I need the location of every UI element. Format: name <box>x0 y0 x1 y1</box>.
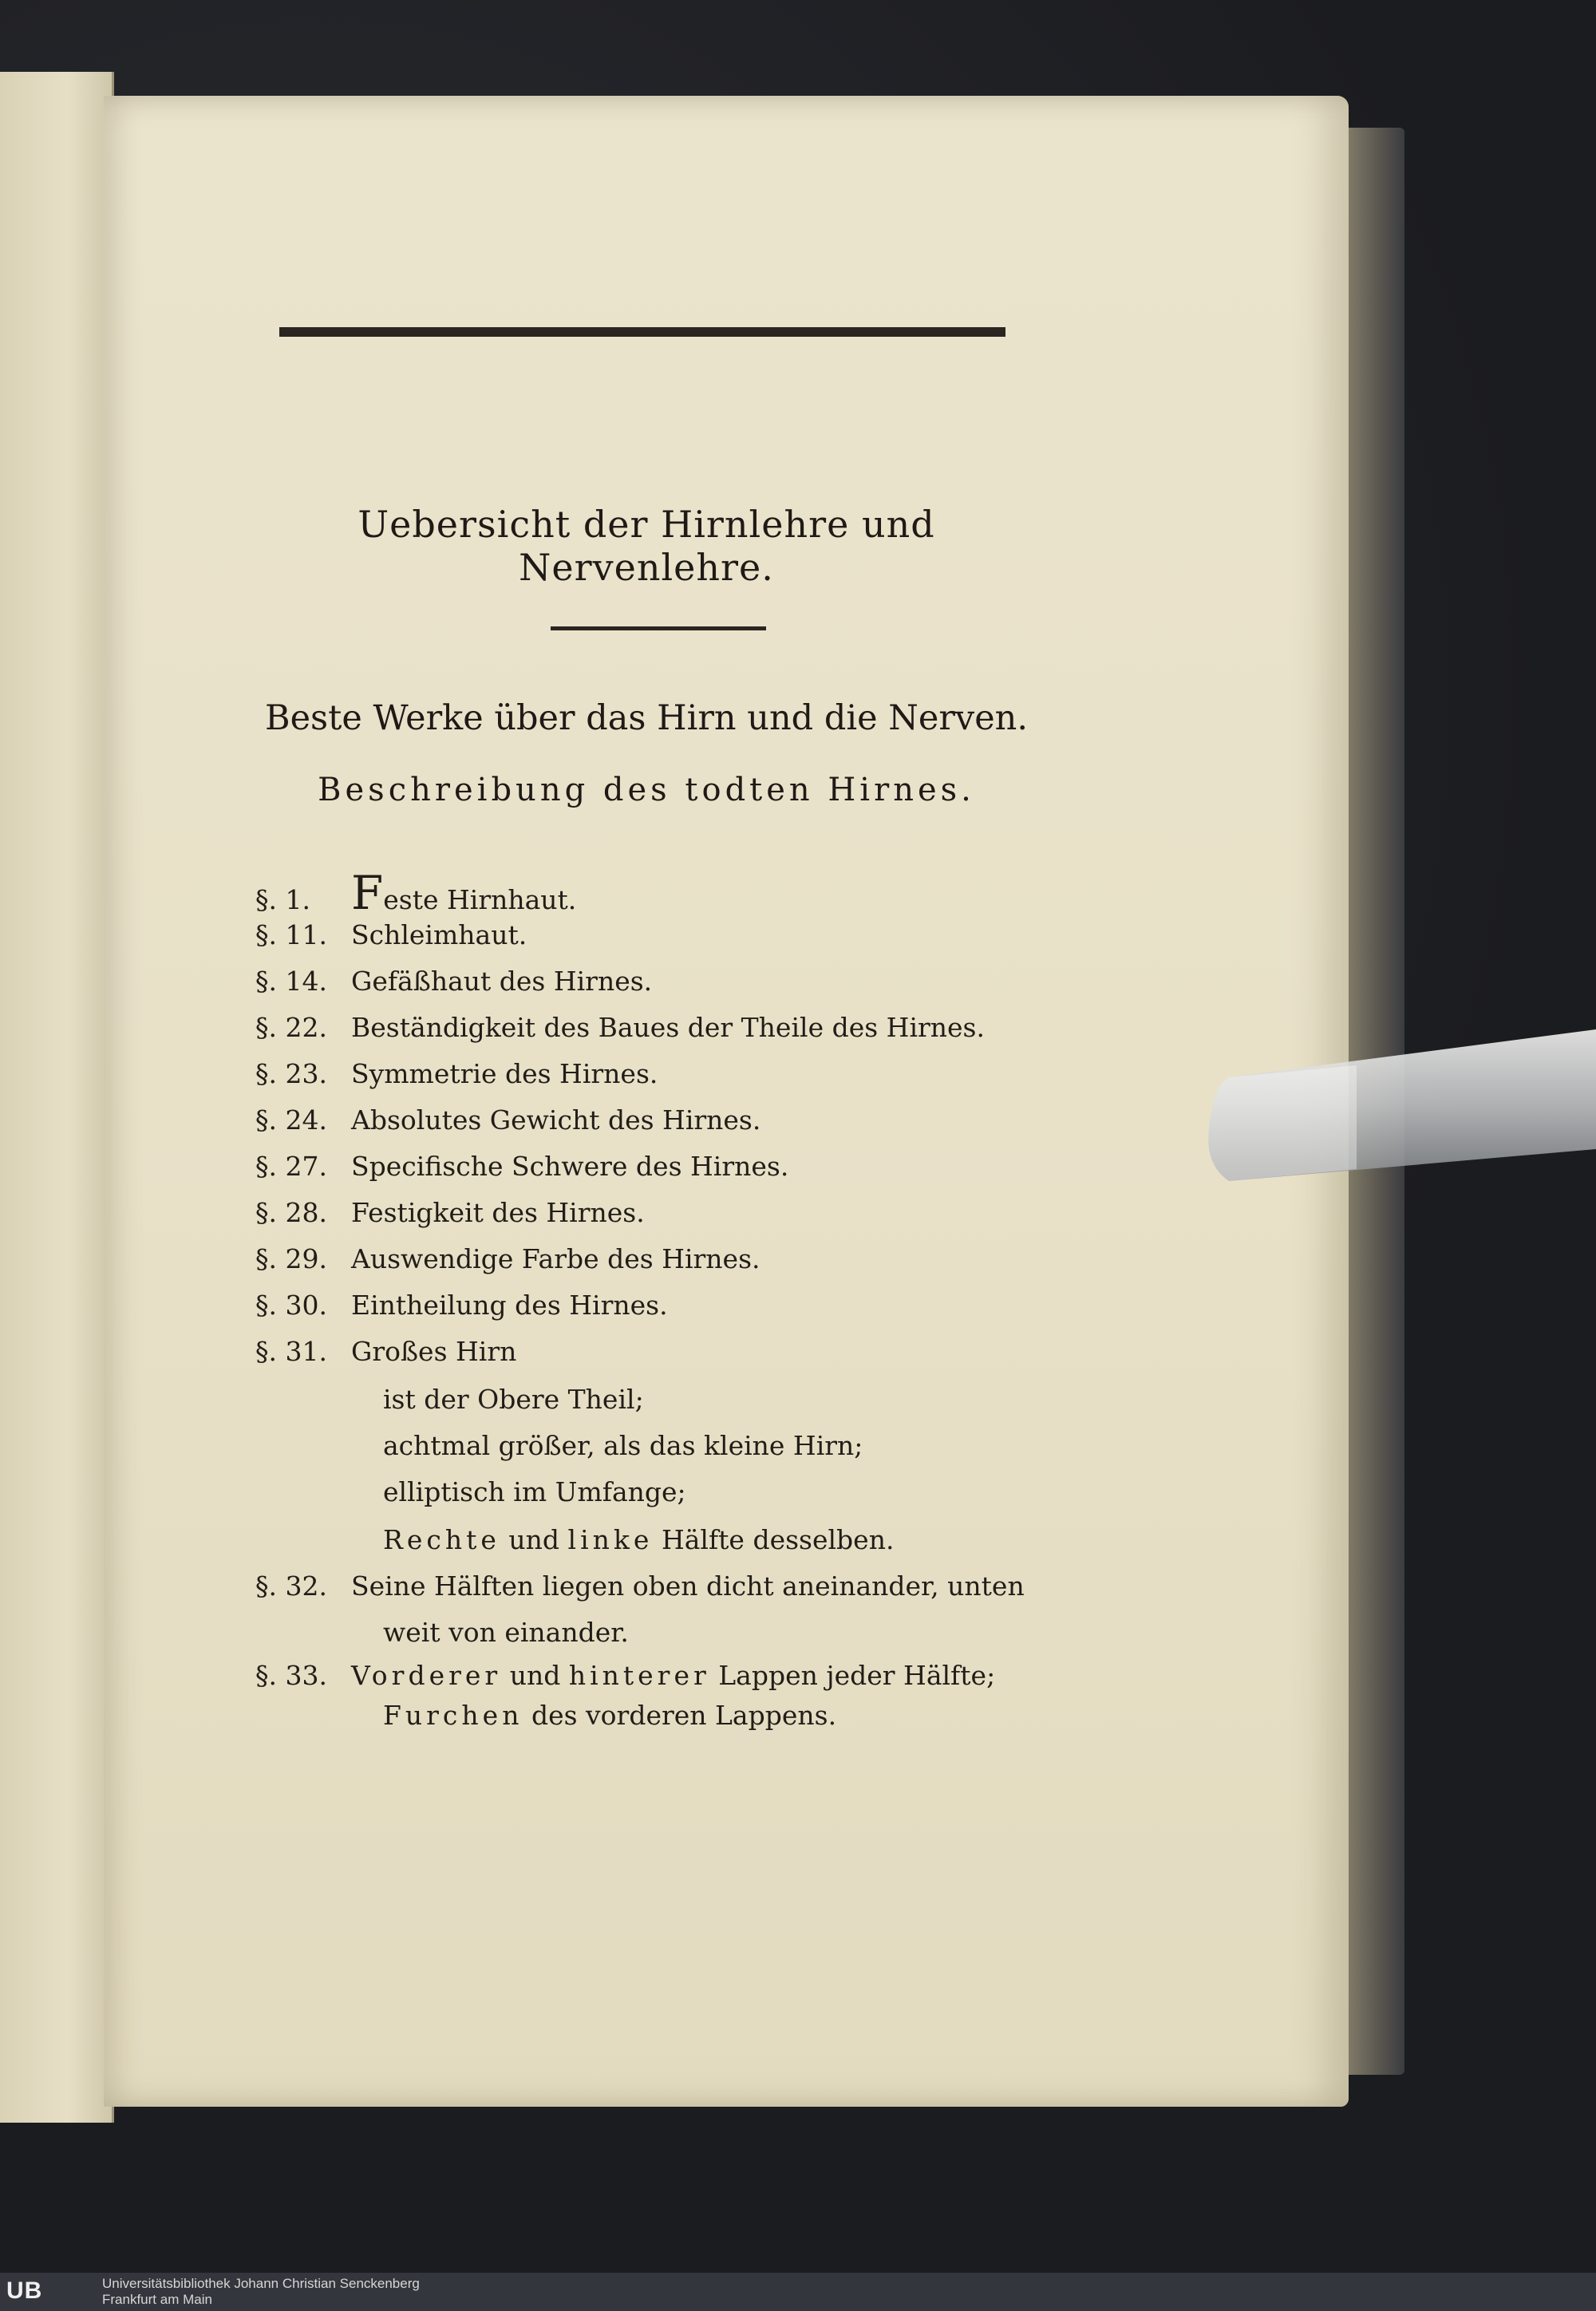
toc-entry <box>255 1290 1053 1321</box>
section-number: §. 1. <box>255 884 310 915</box>
toc-entry <box>255 919 1053 950</box>
emphasis-word: Rechte <box>383 1524 500 1555</box>
section-number: §. 29. <box>255 1243 327 1274</box>
entry-text: Absolutes Gewicht des Hirnes. <box>351 1104 761 1136</box>
toc-entry <box>255 1660 1053 1691</box>
toc-entry <box>255 1243 1053 1274</box>
section-number: §. 28. <box>255 1197 327 1228</box>
section-number: §. 30. <box>255 1290 327 1321</box>
drop-initial: F <box>351 866 384 920</box>
entry-word: Lappen jeder Hälfte; <box>718 1660 996 1691</box>
entry-text: Beständigkeit des Baues der Theile des Hirnes. <box>351 1012 985 1043</box>
toc-entry <box>255 966 1053 997</box>
entry-text: Festigkeit des Hirnes. <box>351 1197 645 1228</box>
entry-text: Schleimhaut. <box>351 919 527 950</box>
toc-entry <box>255 1336 1053 1367</box>
entry-word: und <box>509 1660 561 1691</box>
emphasis-word: Vorderer <box>351 1660 502 1691</box>
section-number: §. 33. <box>255 1660 327 1691</box>
toc-entry <box>255 1058 1053 1089</box>
sub-entry: ist der Obere Theil; <box>383 1384 644 1415</box>
page-title: Uebersicht der Hirnlehre und Nervenlehre. <box>358 503 935 589</box>
top-rule <box>279 327 1005 337</box>
section-number: §. 24. <box>255 1104 327 1136</box>
entry-text: Gefäßhaut des Hirnes. <box>351 966 653 997</box>
entry-text: Symmetrie des Hirnes. <box>351 1058 658 1089</box>
sub-entry <box>383 1524 1021 1555</box>
section-number: §. 22. <box>255 1012 327 1043</box>
entry-word: Hälfte desselben. <box>661 1524 895 1555</box>
entry-continuation <box>383 1700 1021 1731</box>
library-footer <box>0 2273 1596 2311</box>
emphasis-word: hinterer <box>568 1660 710 1691</box>
toc-entry <box>255 1570 1053 1602</box>
sub-entry: achtmal größer, als das kleine Hirn; <box>383 1430 863 1461</box>
title-divider <box>551 626 766 630</box>
emphasis-word: Furchen <box>383 1700 523 1731</box>
entry-word: des vorderen Lappens. <box>531 1700 837 1731</box>
entry-text: Specifische Schwere des Hirnes. <box>351 1151 789 1182</box>
entry-text: Großes Hirn <box>351 1336 517 1367</box>
sub-entry: elliptisch im Umfange; <box>383 1476 686 1507</box>
toc-entry <box>255 1012 1053 1043</box>
entry-text: Eintheilung des Hirnes. <box>351 1290 668 1321</box>
subtitle-works: Beste Werke über das Hirn und die Nerven. <box>264 698 1029 738</box>
entry-text: Seine Hälften liegen oben dicht aneinander, unten <box>351 1570 1025 1602</box>
entry-word: und <box>508 1524 560 1555</box>
entry-continuation: weit von einander. <box>383 1617 629 1648</box>
toc-entry <box>255 1151 1053 1182</box>
library-name: Universitätsbibliothek Johann Christian Senckenberg <box>102 2276 420 2291</box>
subtitle-dead-brain: Beschreibung des todten Hirnes. <box>318 772 975 808</box>
section-number: §. 11. <box>255 919 327 950</box>
section-number: §. 27. <box>255 1151 327 1182</box>
emphasis-word: linke <box>567 1524 654 1555</box>
toc-entry <box>255 866 1053 920</box>
scanned-page <box>104 96 1349 2107</box>
entry-text: este Hirnhaut. <box>383 884 577 915</box>
ub-logo: UB <box>6 2277 43 2304</box>
section-number: §. 23. <box>255 1058 327 1089</box>
section-number: §. 31. <box>255 1336 327 1367</box>
entry-text: Auswendige Farbe des Hirnes. <box>351 1243 760 1274</box>
left-page-edge <box>0 72 114 2123</box>
section-number: §. 32. <box>255 1570 327 1602</box>
toc-entry <box>255 1104 1053 1136</box>
plastic-clip <box>1205 1029 1596 1181</box>
toc-entry <box>255 1197 1053 1228</box>
section-number: §. 14. <box>255 966 327 997</box>
library-city: Frankfurt am Main <box>102 2292 212 2307</box>
